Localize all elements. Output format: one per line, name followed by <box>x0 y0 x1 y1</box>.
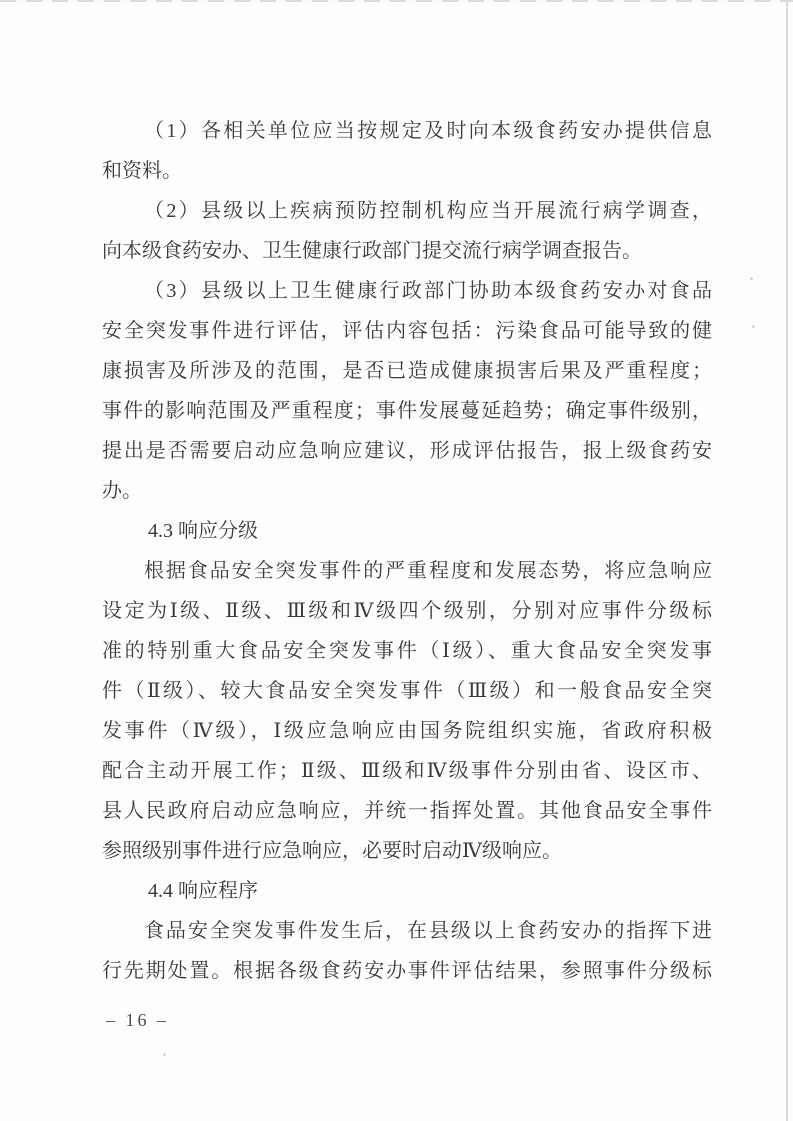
text-line: 参照级别事件进行应急响应，必要时启动Ⅳ级响应。 <box>102 840 562 862</box>
text-line: （2）县级以上疾病预防控制机构应当开展流行病学调查， <box>144 200 712 222</box>
text-line: 行先期处置。根据各级食药安办事件评估结果，参照事件分级标 <box>102 960 712 982</box>
text-line: 设定为Ⅰ级、Ⅱ级、Ⅲ级和Ⅳ级四个级别，分别对应事件分级标 <box>102 600 712 622</box>
scan-edge-right-artifact <box>786 0 788 1121</box>
text-line: 件（Ⅱ级）、较大食品安全突发事件（Ⅲ级）和一般食品安全突 <box>102 680 712 702</box>
text-line: 配合主动开展工作；Ⅱ级、Ⅲ级和Ⅳ级事件分别由省、设区市、 <box>102 760 712 782</box>
section-heading-4-3: 4.3 响应分级 <box>148 520 258 542</box>
text-line: 办。 <box>102 480 142 502</box>
text-line: 提出是否需要启动应急响应建议，形成评估报告，报上级食药安 <box>102 440 712 462</box>
document-text <box>102 111 712 991</box>
page-number: – 16 – <box>106 1010 169 1030</box>
text-line: 康损害及所涉及的范围，是否已造成健康损害后果及严重程度； <box>102 360 712 382</box>
text-line: 食品安全突发事件发生后，在县级以上食药安办的指挥下进 <box>144 920 712 942</box>
text-line: （1）各相关单位应当按规定及时向本级食药安办提供信息 <box>144 120 712 142</box>
text-line: 和资料。 <box>102 160 182 182</box>
text-line: （3）县级以上卫生健康行政部门协助本级食药安办对食品 <box>144 280 712 302</box>
text-line: 向本级食药安办、卫生健康行政部门提交流行病学调查报告。 <box>102 240 642 262</box>
scan-speck <box>752 325 755 328</box>
text-line: 安全突发事件进行评估，评估内容包括：污染食品可能导致的健 <box>102 320 712 342</box>
scan-speck <box>163 1053 166 1056</box>
text-line: 根据食品安全突发事件的严重程度和发展态势，将应急响应 <box>144 560 712 582</box>
text-line: 事件的影响范围及严重程度；事件发展蔓延趋势；确定事件级别， <box>102 400 712 422</box>
scan-edge-top-artifact <box>0 0 793 2</box>
text-line: 准的特别重大食品安全突发事件（Ⅰ级）、重大食品安全突发事 <box>102 640 712 662</box>
section-heading-4-4: 4.4 响应程序 <box>148 880 258 902</box>
text-line: 县人民政府启动应急响应，并统一指挥处置。其他食品安全事件 <box>102 800 712 822</box>
text-line: 发事件（Ⅳ级），Ⅰ级应急响应由国务院组织实施，省政府积极 <box>102 720 712 742</box>
scan-speck <box>750 277 753 280</box>
